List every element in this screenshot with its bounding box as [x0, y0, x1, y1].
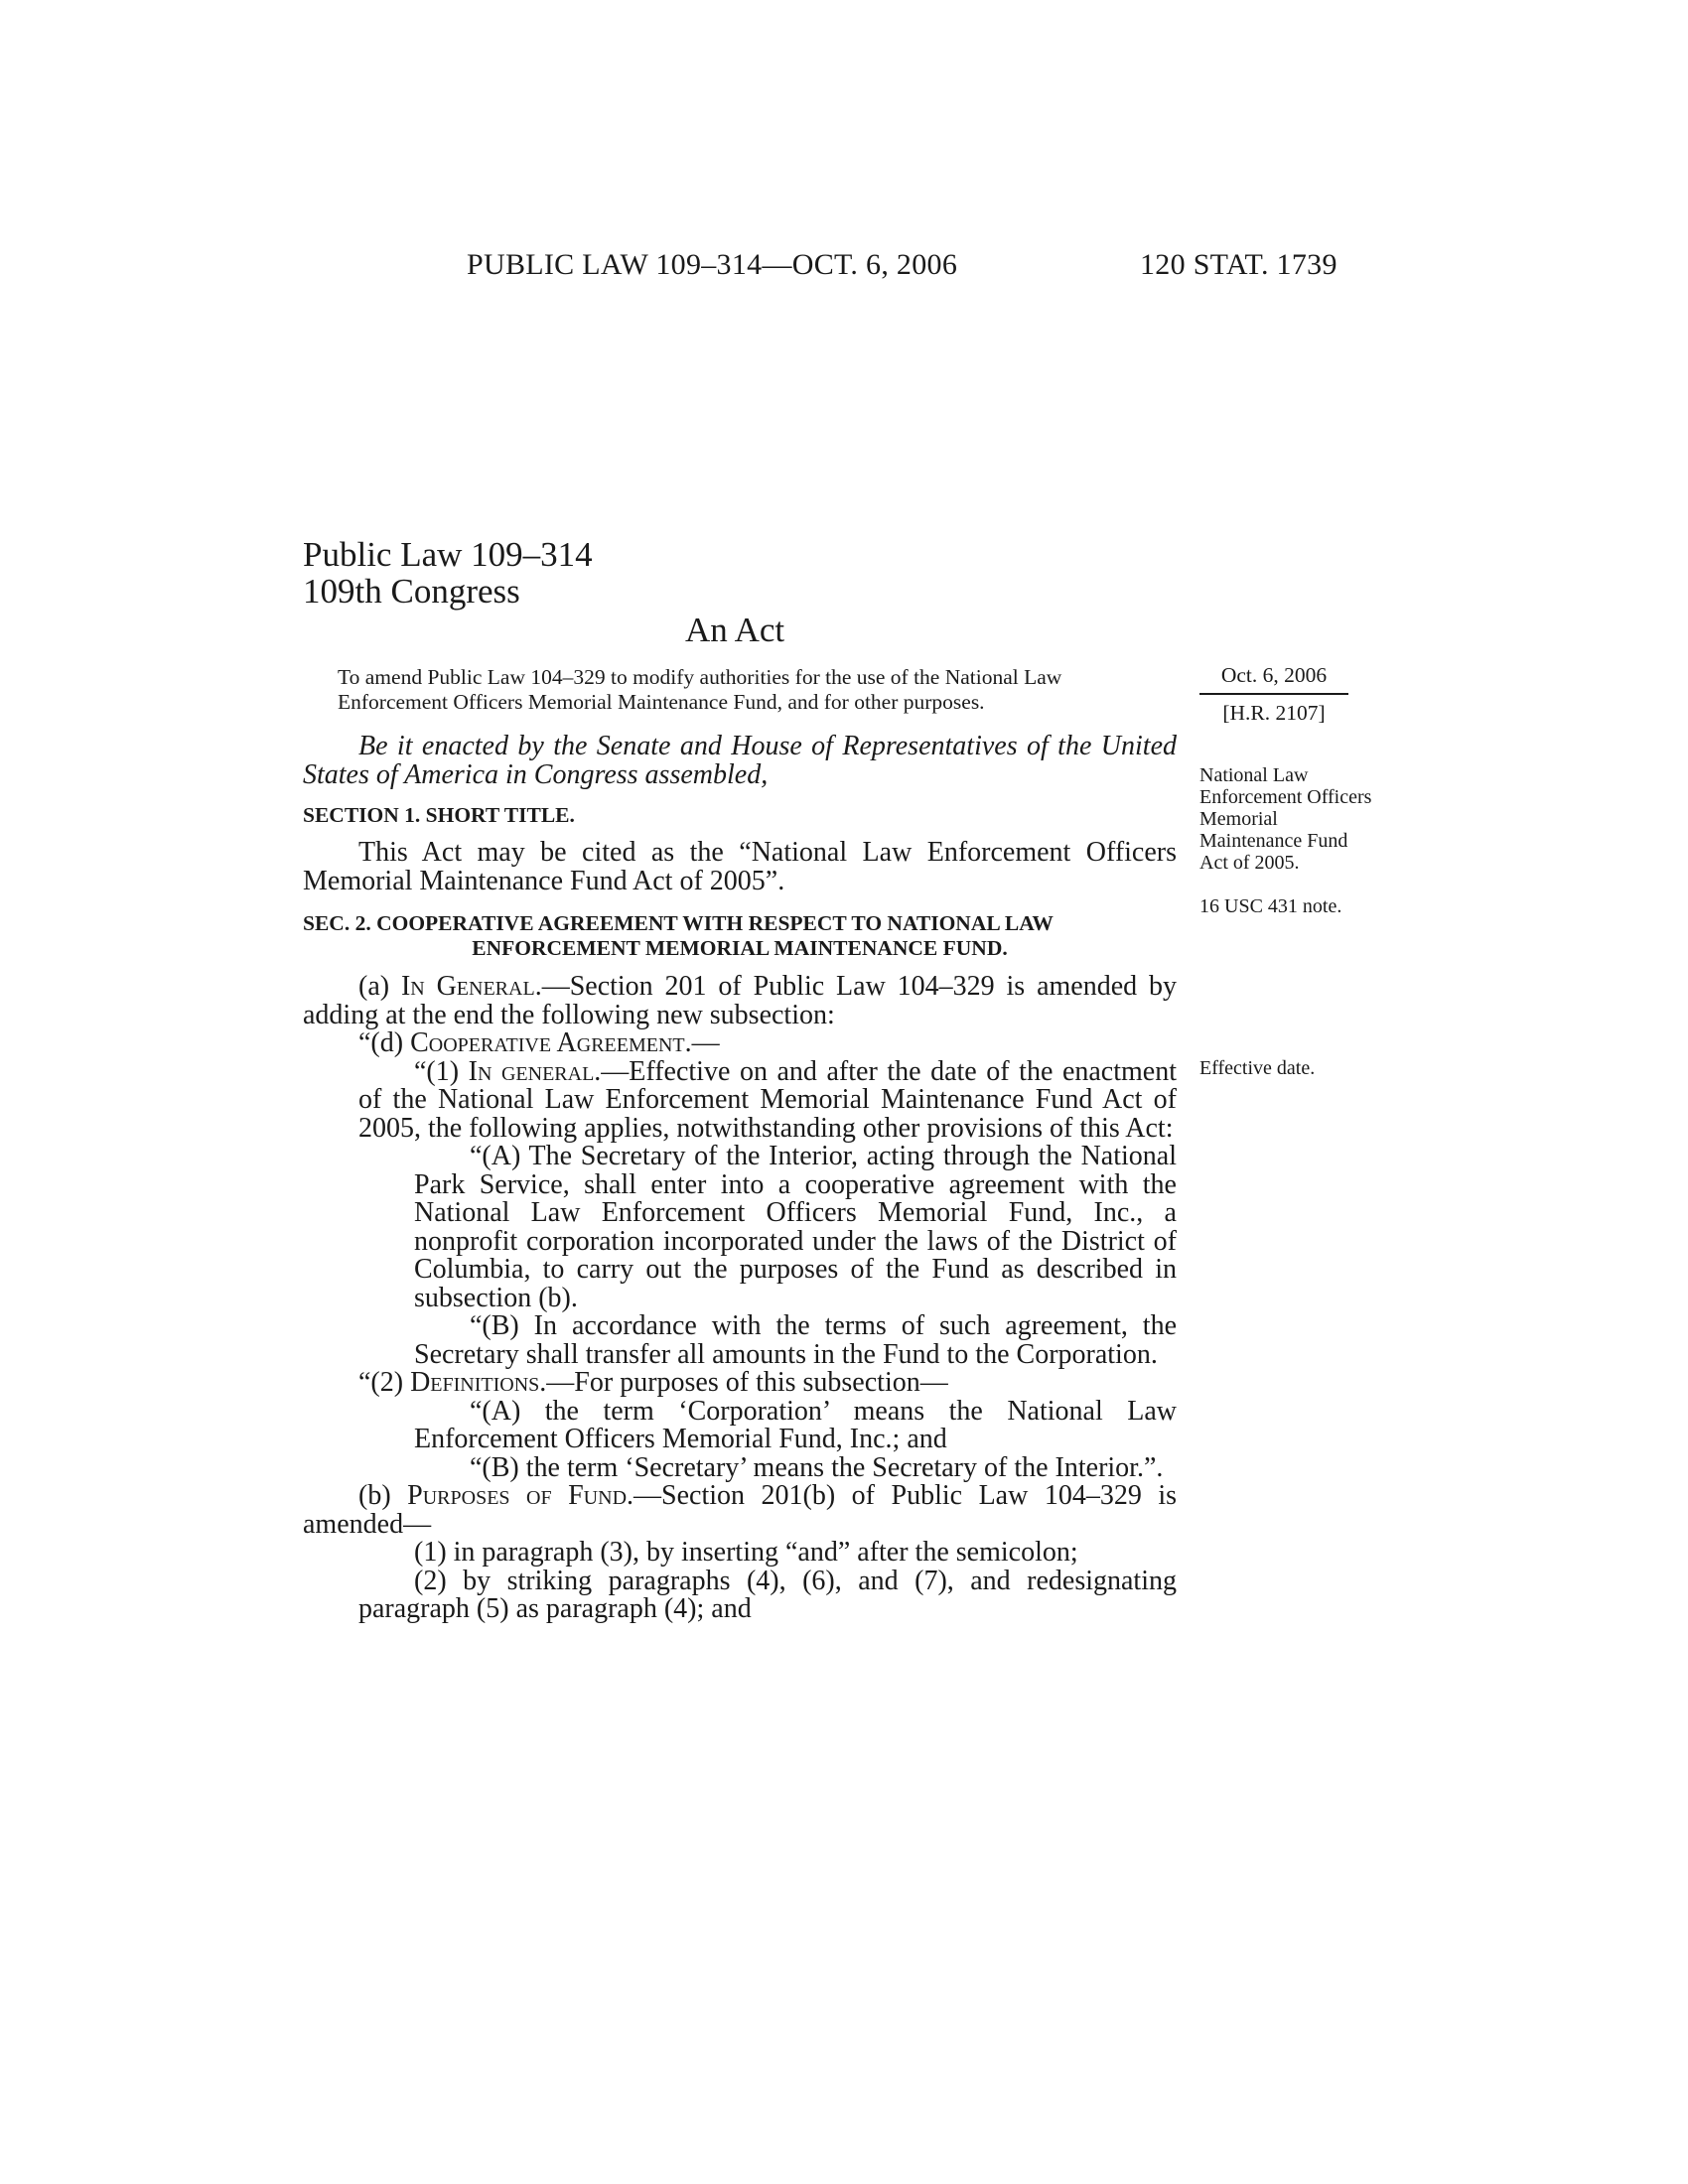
law-title-block	[303, 536, 593, 610]
subsection-d-label: “(d)	[358, 1027, 411, 1058]
section-1-heading: SECTION 1. SHORT TITLE.	[303, 803, 575, 827]
paragraph-d2-caption: Definitions	[410, 1367, 540, 1398]
bill-number: [H.R. 2107]	[1222, 701, 1326, 725]
subsection-a-text: .—Section 201 of Public Law 104–329 is amended by adding at the end the following new subsection:	[303, 971, 1177, 1030]
subsection-b-item-1: (1) in paragraph (3), by inserting “and” after the semicolon;	[414, 1537, 1078, 1568]
section-2-heading-line-1: SEC. 2. COOPERATIVE AGREEMENT WITH RESPECT TO NATIONAL LAW	[303, 911, 1054, 935]
paragraph-d1	[358, 1055, 1177, 1144]
subsection-a-caption: In General	[400, 971, 535, 1002]
subsection-d	[303, 1029, 1177, 1058]
act-heading: An Act	[685, 611, 785, 649]
paragraph-d2-label: “(2)	[358, 1367, 411, 1398]
subsection-d-text: .—	[684, 1027, 720, 1058]
subparagraph-d2a: “(A) the term ‘Corporation’ means the National Law Enforcement Officers Memorial Fund, Inc.; and	[414, 1395, 1177, 1454]
paragraph-d1-label: “(1)	[414, 1055, 469, 1087]
subsection-b-label: (b)	[358, 1480, 408, 1511]
paragraph-d2-text: .—For purposes of this subsection—	[539, 1367, 948, 1398]
margin-note-short-title: National Law Enforcement Officers Memorial Maintenance Fund Act of 2005.	[1199, 764, 1372, 874]
paragraph-d2-subitems	[303, 1395, 1177, 1483]
paragraph-d1-text: .—Effective on and after the date of the enactment of the National Law Enforcement Memorial Maintenance Fund Act of 2005, the following applies, notwithstanding other provisions of this Act:	[358, 1055, 1177, 1144]
running-header-right: 120 STAT. 1739	[1140, 248, 1337, 281]
margin-note-usc: 16 USC 431 note.	[1199, 895, 1342, 917]
enactment-date: Oct. 6, 2006	[1220, 663, 1328, 687]
subsection-a	[303, 973, 1177, 1029]
act-purpose: To amend Public Law 104–329 to modify authorities for the use of the National Law Enforcement Officers Memorial Maintenance Fund, and for other purposes.	[338, 665, 1062, 714]
section-2-heading	[303, 911, 1177, 961]
subsection-d-caption: Cooperative Agreement	[410, 1027, 685, 1058]
paragraph-d2-block	[303, 1369, 1177, 1398]
subparagraph-d1a: “(A) The Secretary of the Interior, acting through the National Park Service, shall enter into a cooperative agreement with the National Law Enforcement Officers Memorial Fund, Inc., a nonprofit corporation incorporated under the laws of the District of Columbia, to carry out the purposes of the Fund as described in subsection (b).	[414, 1141, 1177, 1313]
subsection-b	[303, 1482, 1177, 1539]
subsection-b-text: .—Section 201(b) of Public Law 104–329 is amended—	[303, 1480, 1177, 1540]
paragraph-d1-caption: In general	[468, 1055, 595, 1087]
subparagraph-d1b: “(B) In accordance with the terms of such agreement, the Secretary shall transfer all amounts in the Fund to the Corporation.	[414, 1310, 1177, 1370]
congress-number: 109th Congress	[303, 572, 520, 611]
section-1-text: This Act may be cited as the “National Law Enforcement Officers Memorial Maintenance Fund Act of 2005”.	[303, 837, 1177, 896]
date-block	[1199, 663, 1348, 726]
subparagraph-d2b: “(B) the term ‘Secretary’ means the Secretary of the Interior.”.	[470, 1451, 1164, 1483]
date-divider	[1199, 693, 1348, 695]
paragraph-d1-block	[303, 1055, 1177, 1144]
act-body	[303, 733, 1177, 1624]
subsection-b-items	[303, 1539, 1177, 1624]
public-law-number: Public Law 109–314	[303, 535, 593, 574]
enacting-clause: Be it enacted by the Senate and House of Representatives of the United States of America in Congress assembled,	[303, 731, 1177, 790]
section-2-heading-line-2: ENFORCEMENT MEMORIAL MAINTENANCE FUND.	[472, 936, 1008, 960]
subsection-b-caption: Purposes of Fund	[407, 1480, 628, 1511]
subsection-b-item-2: (2) by striking paragraphs (4), (6), and (7), and redesignating paragraph (5) as paragraph (4); and	[358, 1565, 1177, 1624]
margin-note-effective-date: Effective date.	[1199, 1057, 1316, 1079]
paragraph-d2	[303, 1369, 1177, 1398]
paragraph-d1-subitems	[303, 1143, 1177, 1369]
subsection-a-label: (a)	[358, 971, 401, 1002]
running-header-left: PUBLIC LAW 109–314—OCT. 6, 2006	[467, 248, 958, 281]
